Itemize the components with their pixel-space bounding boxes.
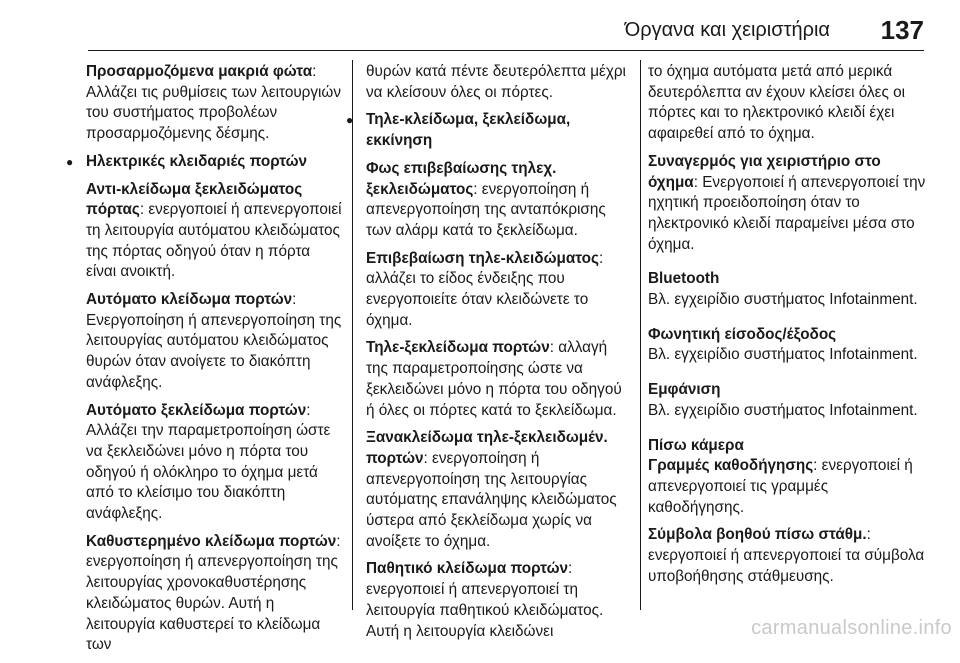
page-title: Όργανα και χειριστήρια <box>624 19 830 41</box>
description: : αλλάζει το είδος ένδειξης που ενεργοποιείτε όταν κλειδώνετε το όχημα. <box>366 249 604 329</box>
description: : Ενεργοποίηση ή απενεργοποίηση της λειτουργίας αυτόματου κλειδώματος θυρών όταν ανοίγετε το διακόπτη ανάφλεξης. <box>86 291 342 391</box>
section-voice <box>648 325 928 366</box>
term: Επιβεβαίωση τηλε-κλειδώματος <box>366 249 599 267</box>
term: Ξανακλείδωμα τηλε-ξεκλειδωμέν. πορτών <box>366 429 608 467</box>
watermark: carmanualsonline.info <box>751 617 952 639</box>
paragraph-adaptive-high-beam <box>86 62 342 145</box>
paragraph-remote-door-unlock <box>366 338 632 421</box>
section-heading: Φωνητική είσοδος/έξοδος <box>648 325 837 343</box>
description: : Αλλάζει την παραμετροποίηση ώστε να ξεκλειδώνει μόνο η πόρτα του οδηγού ή ολόκληρο το όχημα μετά από το κλείσιμο του διακόπτη ανάφλεξης. <box>86 401 331 523</box>
bullet-heading-power-door-locks: ● Ηλεκτρικές κλειδαριές πορτών <box>66 152 342 173</box>
paragraph-auto-door-lock <box>86 290 342 394</box>
bullet-heading-remote-lock: ● Τηλε-κλείδωμα, ξεκλείδωμα, εκκίνηση <box>346 110 632 151</box>
paragraph-relock-remote-unlocked <box>366 428 632 552</box>
term: Παθητικό κλείδωμα πορτών <box>366 560 569 578</box>
term: Συναγερμός για χειριστήριο στο όχημα <box>648 152 881 191</box>
paragraph-remote-lock-feedback <box>366 249 632 332</box>
term: Σύμβολα βοηθού πίσω στάθμ. <box>648 526 867 544</box>
section-text: Βλ. εγχειρίδιο συστήματος Infotainment. <box>648 291 918 309</box>
description: : ενεργοποίηση ή απενεργοποίηση της λειτουργίας αυτόματης επανάληψης κλειδώματος ύστερα από ξεκλείδωμα χωρίς να ανοίξετε το όχημα. <box>366 449 617 550</box>
paragraph-park-assist-symbols <box>648 525 928 587</box>
description: : ενεργοποιεί ή απενεργοποιεί τα σύμβολα υποβοήθησης στάθμευσης. <box>648 526 925 585</box>
description: : Ενεργοποιεί ή απενεργοποιεί την ηχητική προειδοποίηση όταν το ηλεκτρονικό κλειδί παραμείνει μέσα στο όχημα. <box>648 173 926 253</box>
page-number: 137 <box>880 15 924 45</box>
column-3 <box>648 62 928 594</box>
section-rear-camera <box>648 436 928 588</box>
section-text: Βλ. εγχειρίδιο συστήματος Infotainment. <box>648 346 918 364</box>
term: Γραμμές καθοδήγησης <box>648 457 814 475</box>
paragraph-unlock-antilock <box>86 180 342 284</box>
description: : ενεργοποιεί ή απενεργοποιεί τη λειτουργία αυτόματου κλειδώματος της πόρτας οδηγού όταν η πόρτα είναι ανοικτή. <box>86 201 342 281</box>
paragraph-continued: θυρών κατά πέντε δευτερόλεπτα μέχρι να κλείσουν όλες οι πόρτες. <box>366 63 626 101</box>
term: Φως επιβεβαίωσης τηλεχ. ξεκλειδώματος <box>366 159 557 198</box>
term: Αυτόματο ξεκλείδωμα πορτών <box>86 401 307 419</box>
term: Τηλε-ξεκλείδωμα πορτών <box>366 339 550 357</box>
section-heading: Πίσω κάμερα <box>648 436 744 454</box>
page-header <box>0 0 960 48</box>
term: Αυτόματο κλείδωμα πορτών <box>86 291 293 309</box>
description: : Αλλάζει τις ρυθμίσεις των λειτουργιών του συστήματος προβολέων προσαρμοζόμενης δέσμης. <box>86 63 342 143</box>
column-1 <box>86 62 342 663</box>
section-heading: Εμφάνιση <box>648 381 721 399</box>
column-divider-2 <box>640 60 641 610</box>
section-display <box>648 380 928 421</box>
paragraph-delayed-door-lock <box>86 532 342 656</box>
term: Αντι-κλείδωμα ξεκλειδώματος πόρτας <box>86 180 303 219</box>
section-bluetooth <box>648 269 928 310</box>
description: : ενεργοποίηση ή απενεργοποίηση της ανταπόκρισης των αλάρμ κατά το ξεκλείδωμα. <box>366 180 606 239</box>
paragraph-auto-door-unlock <box>86 401 342 525</box>
header-divider <box>88 50 924 51</box>
section-heading: Bluetooth <box>648 270 720 288</box>
paragraph-remote-unlock-light <box>366 159 632 242</box>
paragraph-key-left-alert <box>648 152 928 256</box>
term: Καθυστερημένο κλείδωμα πορτών <box>86 532 337 550</box>
column-2 <box>366 62 632 649</box>
paragraph-guidance-lines <box>648 456 928 518</box>
description: : ενεργοποίηση ή απενεργοποίηση της λειτουργίας χρονοκαθυστέρησης κλειδώματος θυρών. Αυτή η λειτουργία καθυστερεί το κλείδωμα των <box>86 532 341 654</box>
description: : αλλαγή της παραμετροποίησης ώστε να ξεκλειδώνει μόνο η πόρτα του οδηγού ή όλες οι πόρτες κατά το ξεκλείδωμα. <box>366 339 622 419</box>
paragraph-continued: το όχημα αυτόματα μετά από μερικά δευτερόλεπτα αν έχουν κλείσει όλες οι πόρτες και το ηλεκτρονικό κλειδί έχει αφαιρεθεί από το όχημα. <box>648 63 906 143</box>
paragraph-passive-door-lock <box>366 559 632 642</box>
description: : ενεργοποιεί ή απενεργοποιεί τη λειτουργία παθητικού κλειδώματος. Αυτή η λειτουργία κλειδώνει <box>366 560 604 640</box>
description: : ενεργοποιεί ή απενεργοποιεί τις γραμμές καθοδήγησης. <box>648 457 913 516</box>
section-text: Βλ. εγχειρίδιο συστήματος Infotainment. <box>648 401 918 419</box>
term: Προσαρμοζόμενα μακριά φώτα <box>86 63 313 80</box>
